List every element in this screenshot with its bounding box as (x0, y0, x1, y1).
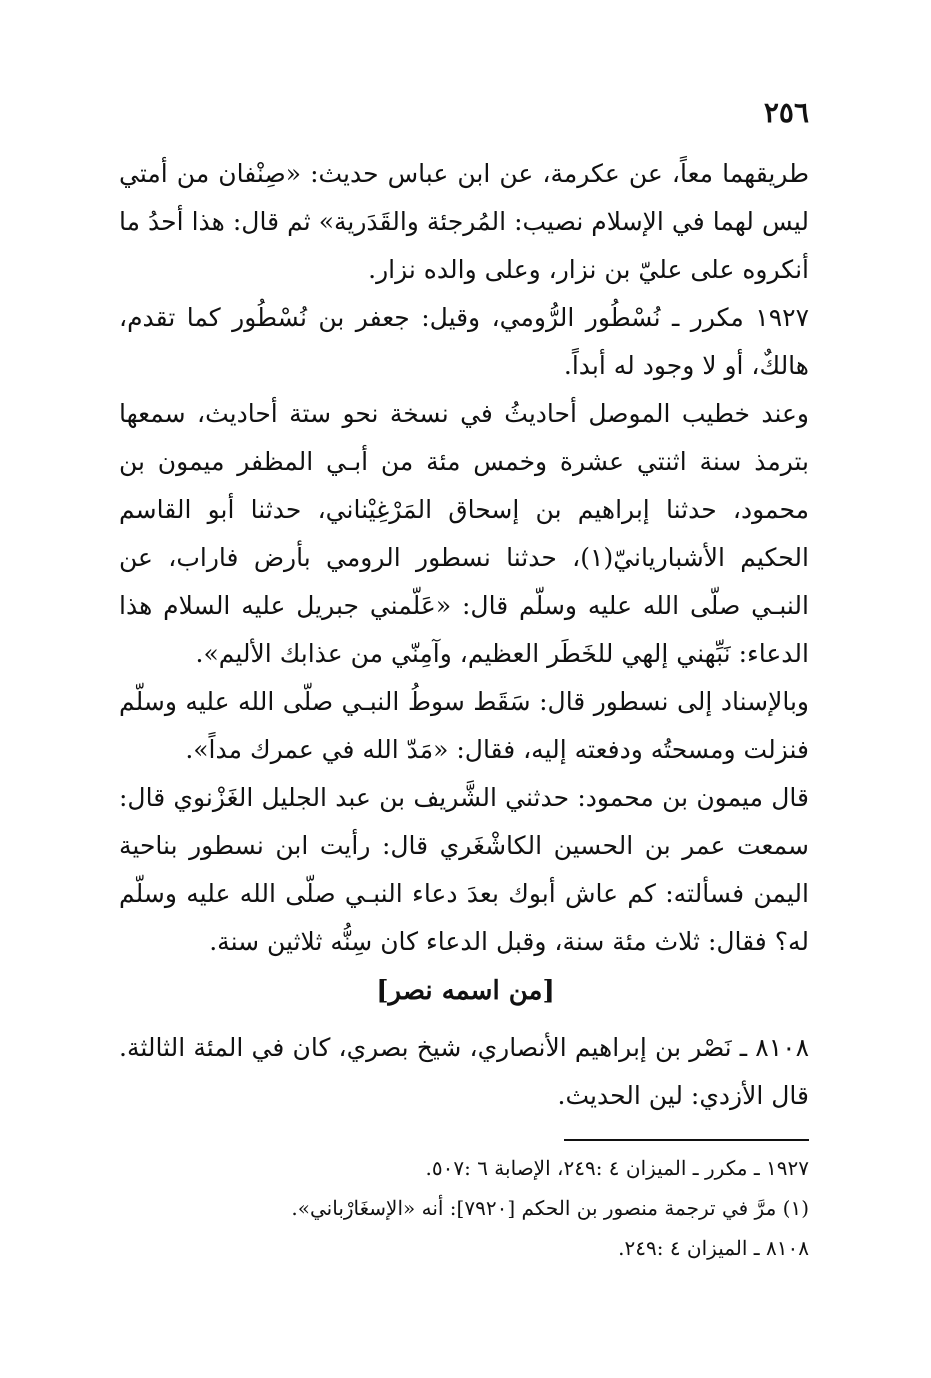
footnote-8108: ٨١٠٨ ـ الميزان ٤ :٢٤٩. (618, 1236, 809, 1260)
paragraph-4: وبالإسناد إلى نسطور قال: سَقَط سوطُ النبـي صلّى الله عليه وسلّم فنزلت ومسحتُه ودفعته إليه، فقال: «مَدّ الله في عمرك مداً». (119, 687, 809, 764)
paragraph-5: قال ميمون بن محمود: حدثني الشَّريف بن عبد الجليل الغَزْنوي قال: سمعت عمر بن الحسين الكاشْغَري قال: رأيت ابن نسطور بناحية اليمن فسألته: كم عاش أبوك بعدَ دعاء النبـي صلّى الله عليه وسلّم له؟ فقال: ثلاث مئة سنة، وقبل الدعاء كان سِنُّه ثلاثين سنة. (119, 783, 809, 956)
section-heading: [من اسمه نصر] (376, 976, 555, 1006)
footnotes (119, 1148, 809, 1268)
paragraph-3: وعند خطيب الموصل أحاديثُ في نسخة نحو ستة أحاديث، سمعها بترمذ سنة اثنتي عشرة وخمس مئة من أبـي المظفر ميمون بن محمود، حدثنا إبراهيم بن إسحاق المَرْغِيْناني، حدثنا أبو القاسم الحكيم الأشباريانيّ(١)، حدثنا نسطور الرومي بأرض فاراب، عن النبـي صلّى الله عليه وسلّم قال: «عَلّمني جبريل عليه السلام هذا الدعاء: نَبِّهني إلهي للخَطَر العظيم، وآمِنّي من عذابك الأليم». (119, 399, 809, 668)
footnote-1927: ١٩٢٧ ـ مكرر ـ الميزان ٤ :٢٤٩، الإصابة ٦ :٥٠٧. (425, 1156, 809, 1180)
paragraph-1: طريقهما معاً، عن عكرمة، عن ابن عباس حديث: «صِنْفان من أمتي ليس لهما في الإسلام نصيب: المُرجئة والقَدَرية» ثم قال: هذا أحدُ ما أنكروه على عليّ بن نزار، وعلى والده نزار. (119, 159, 809, 284)
footnote-1: (١) مرَّ في ترجمة منصور بن الحكم [٧٩٢٠]: أنه «الإسغَارْباني». (291, 1196, 809, 1220)
paragraph-2: ١٩٢٧ مكرر ـ نُسْطُور الرُّومي، وقيل: جعفر بن نُسْطُور كما تقدم، هالكٌ، أو لا وجود له أبداً. (119, 303, 809, 380)
footnote-divider (564, 1139, 809, 1141)
entry-8108: ٨١٠٨ ـ نَصْر بن إبراهيم الأنصاري، شيخ بصري، كان في المئة الثالثة. قال الأزدي: لين الحديث. (119, 1033, 809, 1110)
main-text (119, 150, 809, 966)
page-number: ٢٥٦ (763, 96, 809, 129)
